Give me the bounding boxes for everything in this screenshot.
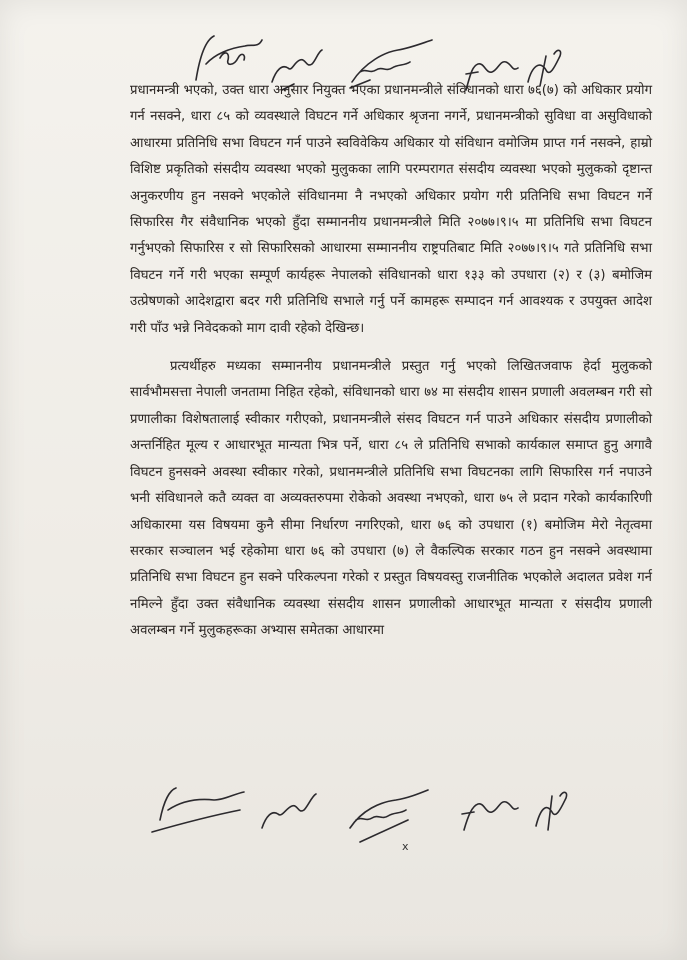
paragraph-1: प्रधानमन्त्री भएको, उक्त धारा अनुसार नियुक्त भएका प्रधानमन्त्रीले संविधानको धारा ७६(७) को अधिकार प्रयोग गर्न नसक्ने, धारा ८५ को व्यवस्थाले विघटन गर्ने अधिकार श्रृजना नगर्ने, प्रधानमन्त्रीको सुविधा वा असुविधाको आधारमा प्रतिनिधि सभा विघटन गर्न पाउने स्वविवेकिय अधिकार यो संविधान वमोजिम प्राप्त गर्न नसक्ने, हाम्रो विशिष्ट प्रकृतिको संसदीय व्यवस्था भएको मुलुकका लागि परम्परागत संसदीय व्यवस्था भएको मुलुकको दृष्टान्त अनुकरणीय हुन नसक्ने भएकोले संविधानमा नै नभएको अधिकार प्रयोग गरी प्रतिनिधि सभा विघटन गर्ने सिफारिस गैर संवैधानिक भएको हुँदा सम्माननीय प्रधानमन्त्रीले मिति २०७७।९।५ मा प्रतिनिधि सभा विघटन गर्नुभएको सिफारिस र सो सिफारिसको आधारमा सम्माननीय राष्ट्रपतिबाट मिति २०७७।९।५ गते प्रतिनिधि सभा विघटन गर्ने गरी भएका सम्पूर्ण कार्यहरू नेपालको संविधानको धारा १३३ को उपधारा (२) र (३) बमोजिम उत्प्रेषणको आदेशद्वारा बदर गरी प्रतिनिधि सभाले गर्नु पर्ने कामहरू सम्पादन गर्न आवश्यक र उपयुक्त आदेश गरी पाँउ भन्ने निवेदकको माग दावी रहेको देखिन्छ। <box>130 83 652 336</box>
signature-2-bottom <box>262 794 316 828</box>
signatures-bottom <box>0 780 687 900</box>
signature-4-bottom <box>462 802 518 830</box>
signature-1 <box>196 36 262 80</box>
paragraph-2: प्रत्यर्थीहरु मध्यका सम्माननीय प्रधानमन्त्रीले प्रस्तुत गर्नु भएको लिखितजवाफ हेर्दा मुलुकको सार्वभौमसत्ता नेपाली जनतामा निहित रहेको, संविधानको धारा ७४ मा संसदीय शासन प्रणाली अवलम्बन गरी सो प्रणालीका विशेषतालाई स्वीकार गरीएको, प्रधानमन्त्रीले संसद विघटन गर्न पाउने अधिकार संसदीय प्रणालीको अन्तर्निहित मूल्य र आधारभूत मान्यता भित्र पर्ने, धारा ८५ ले प्रतिनिधि सभाको कार्यकाल समाप्त हुनु अगावै विघटन हुनसक्ने अवस्था स्वीकार गरेको, प्रधानमन्त्रीले प्रतिनिधि सभा विघटनका लागि सिफारिस गर्न नपाउने भनी संविधानले कतै व्यक्त वा अव्यक्तरुपमा रोकेको अवस्था नभएको, धारा ७५ ले प्रदान गरेको कार्यकारिणी अधिकारमा यस विषयमा कुनै सीमा निर्धारण नगरिएको, धारा ७६ को उपधारा (१) बमोजिम मेरो नेतृत्वमा सरकार सञ्चालन भई रहेकोमा धारा ७६ को उपधारा (७) ले वैकल्पिक सरकार गठन हुन नसक्ने अवस्थामा प्रतिनिधि सभा विघटन हुन सक्ने परिकल्पना गरेको र प्रस्तुत विषयवस्तु राजनीतिक भएकोले अदालत प्रवेश गर्न नमिल्ने हुँदा उक्त संवैधानिक व्यवस्था संसदीय शासन प्रणालीको आधारभूत मान्यता र संसदीय प्रणाली अवलम्बन गर्ने मुलुकहरूका अभ्यास समेतका आधारमा <box>130 359 652 639</box>
signature-1-bottom <box>152 788 244 832</box>
signature-5-bottom <box>536 792 567 830</box>
signature-3-bottom <box>350 790 428 842</box>
document-body <box>130 78 652 645</box>
pen-mark: x <box>402 840 409 853</box>
